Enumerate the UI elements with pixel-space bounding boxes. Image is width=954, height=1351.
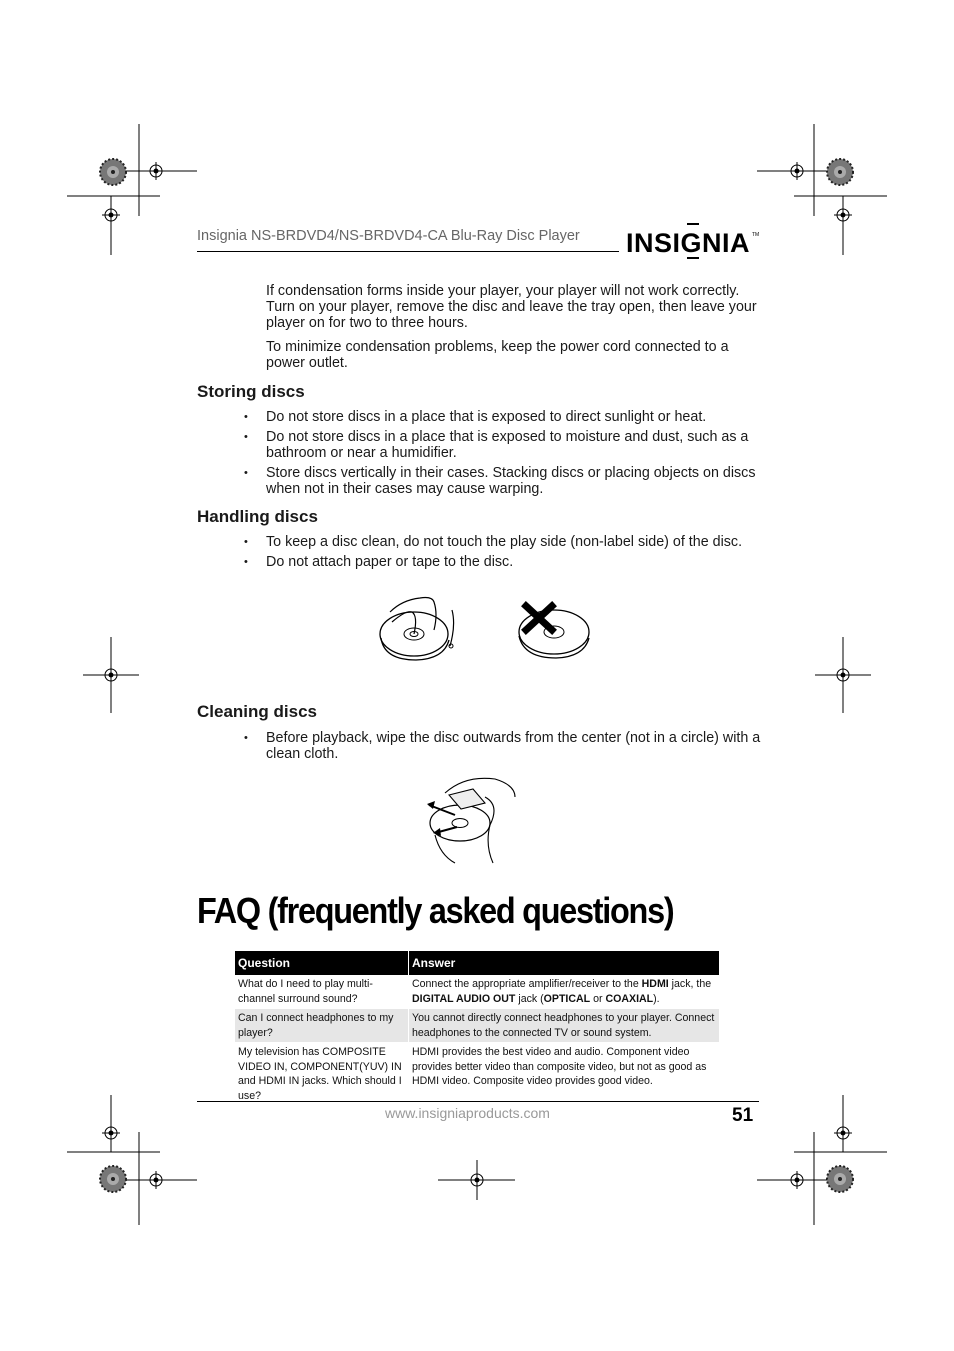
answer-text: Connect the appropriate amplifier/receiver to the	[412, 978, 642, 990]
faq-table	[235, 951, 719, 1106]
insignia-logo	[624, 220, 764, 267]
header-title: Insignia NS-BRDVD4/NS-BRDVD4-CA Blu-Ray Disc Player	[197, 228, 580, 244]
intro-paragraph-1: If condensation forms inside your player, your player will not work correctly. Turn on your player, remove the disc and leave the tray open, then leave your player on for two to three hours.	[266, 283, 757, 332]
handling-heading: Handling discs	[197, 507, 318, 526]
question-cell: What do I need to play multi-channel surround sound?	[235, 975, 409, 1009]
answer-emphasis: HDMI	[641, 978, 669, 990]
table-header-row	[235, 951, 719, 975]
wipe-disc-illustration	[415, 775, 525, 870]
answer-emphasis: DIGITAL AUDIO OUT	[412, 992, 516, 1005]
answer-text: or	[590, 992, 606, 1005]
answer-text: jack, the	[668, 978, 712, 990]
hold-disc-correct-illustration	[372, 590, 472, 665]
list-item: • Do not store discs in a place that is exposed to direct sunlight or heat.	[244, 409, 774, 425]
question-cell: My television has COMPOSITE VIDEO IN, COMPONENT(YUV) IN and HDMI IN jacks. Which should I use?	[235, 1043, 409, 1106]
list-item: • Before playback, wipe the disc outwards from the center (not in a circle) with a clean cloth.	[244, 730, 774, 762]
logo-trademark: TM	[752, 232, 760, 238]
list-item: • Do not attach paper or tape to the disc.	[244, 554, 774, 570]
storing-list	[244, 409, 774, 501]
question-cell: Can I connect headphones to my player?	[235, 1009, 409, 1043]
table-row	[235, 975, 719, 1009]
touch-disc-wrong-illustration	[512, 600, 597, 665]
answer-emphasis: COAXIAL	[605, 992, 654, 1005]
answer-text: ).	[653, 992, 660, 1005]
answer-cell: You cannot directly connect headphones to your player. Connect headphones to the connected TV or sound system.	[409, 1009, 720, 1043]
table-row	[235, 1009, 719, 1043]
header-rule	[197, 251, 619, 252]
cleaning-heading: Cleaning discs	[197, 702, 317, 721]
logo-wordmark: INSIGNIA	[626, 228, 751, 258]
column-header-answer: Answer	[409, 951, 720, 975]
page-number: 51	[732, 1105, 754, 1126]
list-item: • Store discs vertically in their cases. Stacking discs or placing objects on discs when not in their cases may cause warping.	[244, 465, 774, 497]
table-row	[235, 1043, 719, 1106]
handling-list	[244, 534, 774, 573]
list-item: • To keep a disc clean, do not touch the play side (non-label side) of the disc.	[244, 534, 774, 550]
intro-paragraph-2: To minimize condensation problems, keep the power cord connected to a power outlet.	[266, 339, 729, 372]
faq-title: FAQ (frequently asked questions)	[197, 890, 674, 931]
insignia-logo-graphic	[624, 220, 764, 262]
column-header-question: Question	[235, 951, 409, 975]
answer-text: jack (	[515, 992, 544, 1005]
footer-url: www.insigniaproducts.com	[385, 1105, 550, 1121]
answer-cell: HDMI provides the best video and audio. Component video provides better video than composite video, but not as good as HDMI video. Composite video provides good video.	[409, 1043, 720, 1106]
cleaning-list	[244, 730, 774, 766]
footer-rule	[197, 1101, 759, 1102]
storing-heading: Storing discs	[197, 382, 305, 401]
answer-cell	[409, 975, 720, 1009]
answer-emphasis: OPTICAL	[543, 992, 591, 1005]
list-item: • Do not store discs in a place that is exposed to moisture and dust, such as a bathroom or near a humidifier.	[244, 429, 774, 461]
